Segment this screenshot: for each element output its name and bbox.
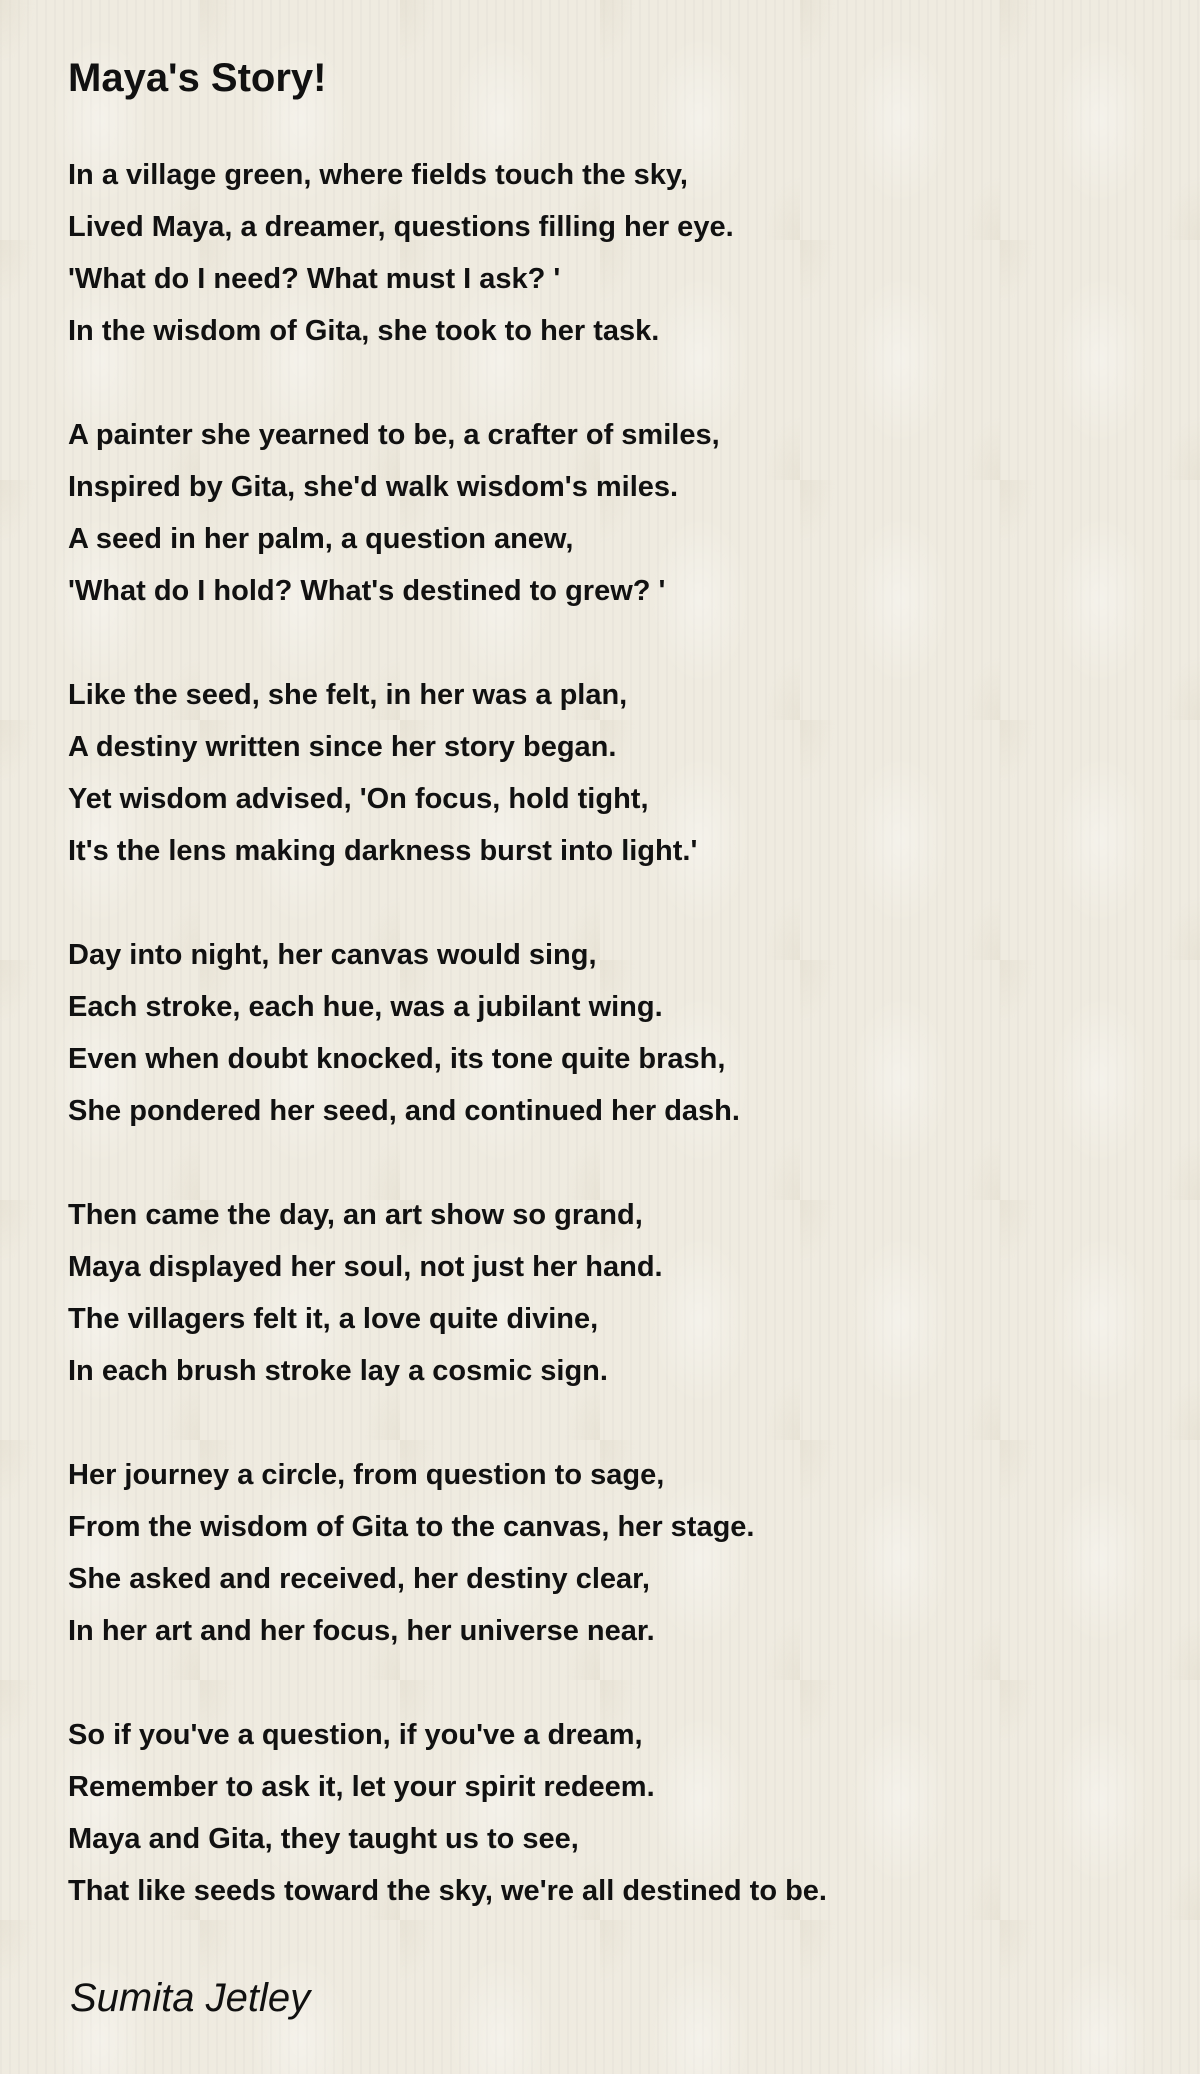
poem-line: 'What do I hold? What's destined to grew? ': [68, 575, 666, 607]
poem-body: [68, 149, 1168, 1969]
poem-line: Her journey a circle, from question to sage,: [68, 1459, 665, 1491]
poem-line: That like seeds toward the sky, we're all destined to be.: [68, 1875, 827, 1907]
poem-line: In her art and her focus, her universe near.: [68, 1615, 655, 1647]
stanza: [68, 1709, 1168, 1917]
poem-line: In each brush stroke lay a cosmic sign.: [68, 1355, 608, 1387]
poem-line: From the wisdom of Gita to the canvas, her stage.: [68, 1511, 755, 1543]
poem-line: A seed in her palm, a question anew,: [68, 523, 574, 555]
poem-line: A destiny written since her story began.: [68, 731, 617, 763]
stanza: [68, 929, 1168, 1137]
stanza: [68, 149, 1168, 357]
stanza: [68, 1449, 1168, 1657]
poem-line: She pondered her seed, and continued her dash.: [68, 1095, 740, 1127]
poem-line: Day into night, her canvas would sing,: [68, 939, 597, 971]
poem-author: Sumita Jetley: [70, 1976, 311, 2020]
poem-line: Inspired by Gita, she'd walk wisdom's miles.: [68, 471, 679, 503]
poem-line: Like the seed, she felt, in her was a plan,: [68, 679, 628, 711]
poem-line: Maya displayed her soul, not just her hand.: [68, 1251, 663, 1283]
poem-line: The villagers felt it, a love quite divine,: [68, 1303, 599, 1335]
stanza: [68, 669, 1168, 877]
poem-line: In a village green, where fields touch the sky,: [68, 159, 688, 191]
poem-line: Remember to ask it, let your spirit redeem.: [68, 1771, 655, 1803]
poem-line: Even when doubt knocked, its tone quite brash,: [68, 1043, 726, 1075]
poem-line: She asked and received, her destiny clear,: [68, 1563, 650, 1595]
poem-line: Lived Maya, a dreamer, questions filling her eye.: [68, 211, 734, 243]
poem-line: Yet wisdom advised, 'On focus, hold tight,: [68, 783, 649, 815]
poem-line: 'What do I need? What must I ask? ': [68, 263, 561, 295]
poem-line: Maya and Gita, they taught us to see,: [68, 1823, 579, 1855]
poem-line: A painter she yearned to be, a crafter of smiles,: [68, 419, 720, 451]
stanza: [68, 1189, 1168, 1397]
poem-line: Then came the day, an art show so grand,: [68, 1199, 643, 1231]
poem-line: So if you've a question, if you've a dream,: [68, 1719, 643, 1751]
stanza: [68, 409, 1168, 617]
poem-line: It's the lens making darkness burst into light.': [68, 835, 698, 867]
poem-line: Each stroke, each hue, was a jubilant wing.: [68, 991, 663, 1023]
poem-title: Maya's Story!: [68, 56, 327, 100]
poem-line: In the wisdom of Gita, she took to her task.: [68, 315, 660, 347]
